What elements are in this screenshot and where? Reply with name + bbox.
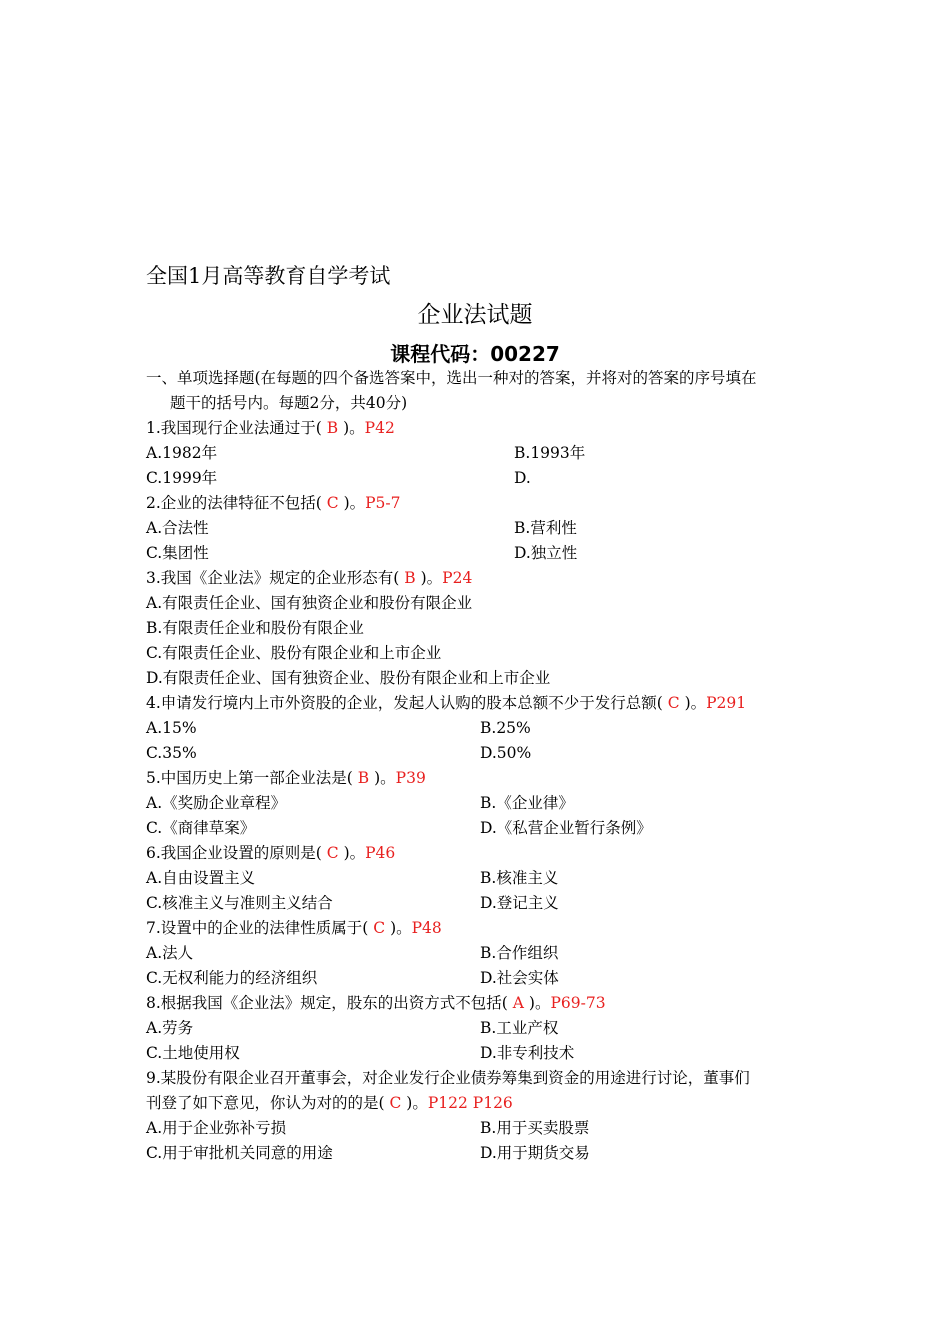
- option-a: A.1982年: [146, 444, 218, 462]
- option-row: [146, 516, 826, 541]
- question-close: )。: [374, 769, 396, 787]
- question-text: 7.设置中的企业的法律性质属于(: [146, 919, 369, 937]
- option-a: A.15%: [146, 719, 197, 737]
- option-a: A.合法性: [146, 519, 209, 537]
- option-c: C.有限责任企业、股份有限企业和上市企业: [146, 644, 442, 662]
- option-d: D.社会实体: [480, 969, 559, 987]
- section-instructions-line1: 一、单项选择题(在每题的四个备选答案中，选出一种对的答案，并将对的答案的序号填在: [146, 369, 757, 387]
- question-stem: [146, 841, 826, 866]
- option-c: C.用于审批机关同意的用途: [146, 1144, 333, 1162]
- question-stem: [146, 491, 826, 516]
- option-d: D.有限责任企业、国有独资企业、股份有限企业和上市企业: [146, 669, 551, 687]
- option-c: C.土地使用权: [146, 1044, 240, 1062]
- option-a: A.劳务: [146, 1019, 194, 1037]
- exam-heading: 全国1月高等教育自学考试: [146, 264, 391, 288]
- option-row: [146, 891, 826, 916]
- option-c: C.35%: [146, 744, 197, 762]
- option-c: C.核准主义与准则主义结合: [146, 894, 333, 912]
- option-d: D.: [514, 469, 531, 487]
- answer-mark: B: [399, 569, 421, 587]
- option-row: [146, 1041, 826, 1066]
- option-d: D.非专利技术: [480, 1044, 575, 1062]
- question-stem-line1: 9.某股份有限企业召开董事会，对企业发行企业债券筹集到资金的用途进行讨论，董事们: [146, 1069, 750, 1087]
- option-a: A.法人: [146, 944, 194, 962]
- option-b: B.1993年: [514, 444, 586, 462]
- question-stem: [146, 766, 826, 791]
- subject-title: 企业法试题: [417, 302, 533, 328]
- section-instructions: [146, 366, 806, 416]
- option-row: [146, 466, 826, 491]
- answer-mark: C: [368, 919, 391, 937]
- option-row: [146, 966, 826, 991]
- option-row: [146, 816, 826, 841]
- option-row: [146, 941, 826, 966]
- question-close: )。: [406, 1094, 428, 1112]
- question-stem: [146, 991, 826, 1016]
- option-a: A.用于企业弥补亏损: [146, 1119, 287, 1137]
- question-stem: [146, 916, 826, 941]
- page-reference: P42: [364, 419, 395, 437]
- answer-mark: C: [662, 694, 685, 712]
- option-row: [146, 791, 826, 816]
- answer-mark: C: [321, 844, 344, 862]
- page-reference: P24: [442, 569, 473, 587]
- option-c: C.《商律草案》: [146, 819, 256, 837]
- question-close: )。: [420, 569, 443, 587]
- question-close: )。: [343, 419, 365, 437]
- option-b: B.用于买卖股票: [480, 1119, 590, 1137]
- question-stem: [146, 1091, 826, 1116]
- question-close: )。: [343, 844, 366, 862]
- page-reference: P5-7: [365, 494, 401, 512]
- option-row: [146, 866, 826, 891]
- course-code: 课程代码：00227: [390, 342, 560, 366]
- question-stem: [146, 691, 826, 716]
- page-reference: P39: [395, 769, 426, 787]
- question-text: 刊登了如下意见，你认为对的的是(: [146, 1094, 385, 1112]
- answer-mark: C: [384, 1094, 407, 1112]
- option-a: A.自由设置主义: [146, 869, 256, 887]
- question-close: )。: [390, 919, 412, 937]
- option-c: C.1999年: [146, 469, 218, 487]
- option-row: [146, 441, 826, 466]
- option-d: D.登记主义: [480, 894, 559, 912]
- question-text: 5.中国历史上第一部企业法是(: [146, 769, 353, 787]
- option-b: B.有限责任企业和股份有限企业: [146, 619, 364, 637]
- question-list: [146, 416, 826, 1166]
- answer-mark: A: [507, 994, 529, 1012]
- answer-mark: B: [321, 419, 344, 437]
- option-b: B.核准主义: [480, 869, 559, 887]
- question-text: 2.企业的法律特征不包括(: [146, 494, 322, 512]
- page-reference: P69-73: [550, 994, 606, 1012]
- question-close: )。: [684, 694, 707, 712]
- answer-mark: B: [352, 769, 375, 787]
- option-b: B.工业产权: [480, 1019, 559, 1037]
- option-row: [146, 716, 826, 741]
- option-d: D.用于期货交易: [480, 1144, 590, 1162]
- option-row: [146, 741, 826, 766]
- question-text: 3.我国《企业法》规定的企业形态有(: [146, 569, 400, 587]
- question-close: )。: [528, 994, 551, 1012]
- option-b: B.合作组织: [480, 944, 559, 962]
- page-reference: P291: [706, 694, 747, 712]
- option-c: C.无权利能力的经济组织: [146, 969, 318, 987]
- question-stem: [146, 416, 826, 441]
- option-b: B.《企业律》: [480, 794, 574, 812]
- question-text: 4.申请发行境内上市外资股的企业，发起人认购的股本总额不少于发行总额(: [146, 694, 663, 712]
- option-c: C.集团性: [146, 544, 209, 562]
- option-d: D.50%: [480, 744, 532, 762]
- option-row: [146, 1141, 826, 1166]
- question-text: 8.根据我国《企业法》规定，股东的出资方式不包括(: [146, 994, 508, 1012]
- option-row: [146, 1116, 826, 1141]
- option-row: [146, 541, 826, 566]
- question-close: )。: [343, 494, 366, 512]
- option-d: D.《私营企业暂行条例》: [480, 819, 652, 837]
- option-b: B.25%: [480, 719, 531, 737]
- option-b: B.营利性: [514, 519, 577, 537]
- question-stem: [146, 566, 826, 591]
- option-d: D.独立性: [514, 544, 578, 562]
- answer-mark: C: [321, 494, 344, 512]
- page-reference: P46: [365, 844, 396, 862]
- page-reference: P122 P126: [427, 1094, 513, 1112]
- question-text: 1.我国现行企业法通过于(: [146, 419, 322, 437]
- question-text: 6.我国企业设置的原则是(: [146, 844, 322, 862]
- page-reference: P48: [411, 919, 442, 937]
- section-instructions-line2: 题干的括号内。每题2分，共40分): [170, 394, 408, 412]
- option-a: A.有限责任企业、国有独资企业和股份有限企业: [146, 594, 473, 612]
- option-a: A.《奖励企业章程》: [146, 794, 287, 812]
- option-row: [146, 1016, 826, 1041]
